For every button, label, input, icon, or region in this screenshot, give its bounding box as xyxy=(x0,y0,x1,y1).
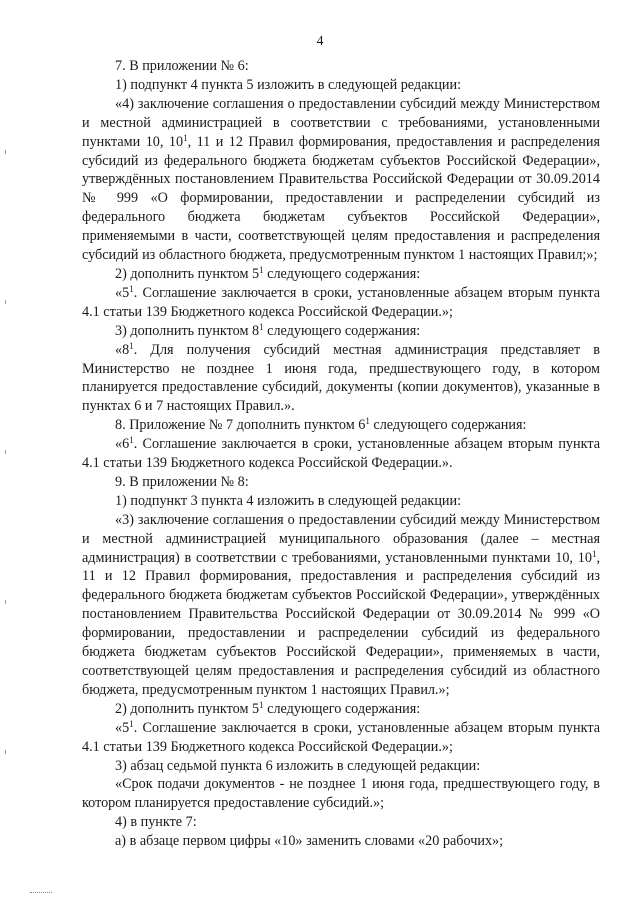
paragraph-text: 9. В приложении № 8: xyxy=(115,473,249,490)
paragraph-text: . Для получения субсидий местная администрация представляет в Министерство не позднее 1 июня года, предшествующего году, в котором планируется предоставление субсидий, документы (копии документов), указанные в пунктах 6 и 7 настоящих Правил.». xyxy=(82,341,600,415)
paragraph-text: 1) подпункт 4 пункта 5 изложить в следующей редакции: xyxy=(115,76,462,93)
paragraph-text: следующего содержания: xyxy=(369,417,527,434)
paragraph xyxy=(82,57,600,76)
paragraph-text: следующего содержания: xyxy=(263,700,421,717)
paragraph-text: 2) дополнить пунктом 5 xyxy=(115,265,260,282)
document-body xyxy=(82,57,600,851)
paragraph-text: а) в абзаце первом цифры «10» заменить словами «20 рабочих»; xyxy=(115,833,504,850)
paragraph xyxy=(82,265,600,284)
paragraph xyxy=(82,284,600,322)
paragraph-text: «Срок подачи документов - не позднее 1 июня года, предшествующего году, в котором планируется предоставление субсидий.»; xyxy=(82,776,600,812)
paragraph xyxy=(82,757,600,776)
page-number: 4 xyxy=(316,34,324,49)
paragraph xyxy=(82,341,600,417)
scan-margin-mark xyxy=(5,750,6,754)
scan-margin-mark xyxy=(5,450,6,454)
paragraph-text: 3) абзац седьмой пункта 6 изложить в следующей редакции: xyxy=(115,757,481,774)
scan-artifact xyxy=(30,892,52,894)
paragraph-text: 7. В приложении № 6: xyxy=(115,58,249,74)
paragraph xyxy=(82,416,600,435)
paragraph-text: 4) в пункте 7: xyxy=(115,814,197,831)
paragraph-text: . Соглашение заключается в сроки, установленные абзацем вторым пункта 4.1 статьи 139 Бюджетного кодекса Российской Федерации.»; xyxy=(82,719,600,755)
paragraph-text: , 11 и 12 Правил формирования, предоставления и распределения субсидий из федерального бюджета бюджетам субъектов Российской Федерации», утверждённых постановлением Правительства Российской Федерации от 30.09.2014 № 999 «О формировании, предоставлении и распределении субсидий из федерального бюджета бюджетам субъектов Российской Федерации», применяемыми в части, соответствующей целям предоставления и распределения субсидий из областного бюджета, предусмотренным пунктом 1 настоящих Правил;»; xyxy=(82,133,600,264)
paragraph xyxy=(82,775,600,813)
paragraph-text: следующего содержания: xyxy=(263,322,421,339)
paragraph-text: «8 xyxy=(115,341,130,358)
paragraph xyxy=(82,492,600,511)
paragraph-text: «3) заключение соглашения о предоставлении субсидий между Министерством и местной администрацией муниципального образования (далее – местная администрация) в соответствии с требованиями, установленными пунктами 10, 10 xyxy=(82,511,600,566)
paragraph xyxy=(82,832,600,851)
superscript-index: 1 xyxy=(591,548,597,559)
paragraph-text: «5 xyxy=(115,284,130,301)
paragraph xyxy=(82,435,600,473)
paragraph xyxy=(82,700,600,719)
superscript-index: 1 xyxy=(129,283,134,294)
scan-margin-mark xyxy=(5,600,6,604)
paragraph xyxy=(82,719,600,757)
superscript-index: 1 xyxy=(259,264,264,275)
paragraph-text: 8. Приложение № 7 дополнить пунктом 6 xyxy=(115,417,366,434)
superscript-index: 1 xyxy=(365,416,370,427)
superscript-index: 1 xyxy=(183,132,188,143)
superscript-index: 1 xyxy=(259,699,264,710)
paragraph-text: . Соглашение заключается в сроки, установленные абзацем вторым пункта 4.1 статьи 139 Бюджетного кодекса Российской Федерации.». xyxy=(82,436,600,472)
paragraph-text: «4) заключение соглашения о предоставлении субсидий между Министерством и местной администрацией в соответствии с требованиями, установленными пунктами 10, 10 xyxy=(82,95,600,150)
scan-margin-mark xyxy=(5,150,6,154)
paragraph xyxy=(82,511,600,700)
paragraph-text: «5 xyxy=(115,719,130,736)
scan-margin-mark xyxy=(5,300,6,304)
paragraph-text: 2) дополнить пунктом 5 xyxy=(115,700,260,717)
paragraph xyxy=(82,473,600,492)
superscript-index: 1 xyxy=(129,435,134,446)
paragraph xyxy=(82,76,600,95)
superscript-index: 1 xyxy=(129,718,134,729)
paragraph-text: «6 xyxy=(115,436,130,453)
paragraph xyxy=(82,813,600,832)
paragraph-text: 3) дополнить пунктом 8 xyxy=(115,322,260,339)
paragraph xyxy=(82,322,600,341)
paragraph-text: , 11 и 12 Правил формирования, предоставления и распределения субсидий из федерального бюджета бюджетам субъектов Российской Федерации», утверждённых постановлением Правительства Российской Федерации от 30.09.2014 № 999 «О формировании, предоставлении и распределении субсидий из федерального бюджета бюджетам субъектов Российской Федерации», применяемых в части, соответствующей целям предоставления и распределения субсидий из областного бюджета, предусмотренным пунктом 1 настоящих Правил.»; xyxy=(82,549,600,698)
superscript-index: 1 xyxy=(129,340,134,351)
paragraph xyxy=(82,95,600,265)
paragraph-text: следующего содержания: xyxy=(263,265,421,282)
paragraph-text: . Соглашение заключается в сроки, установленные абзацем вторым пункта 4.1 статьи 139 Бюджетного кодекса Российской Федерации.»; xyxy=(82,284,600,320)
paragraph-text: 1) подпункт 3 пункта 4 изложить в следующей редакции: xyxy=(115,492,462,509)
superscript-index: 1 xyxy=(259,321,264,332)
